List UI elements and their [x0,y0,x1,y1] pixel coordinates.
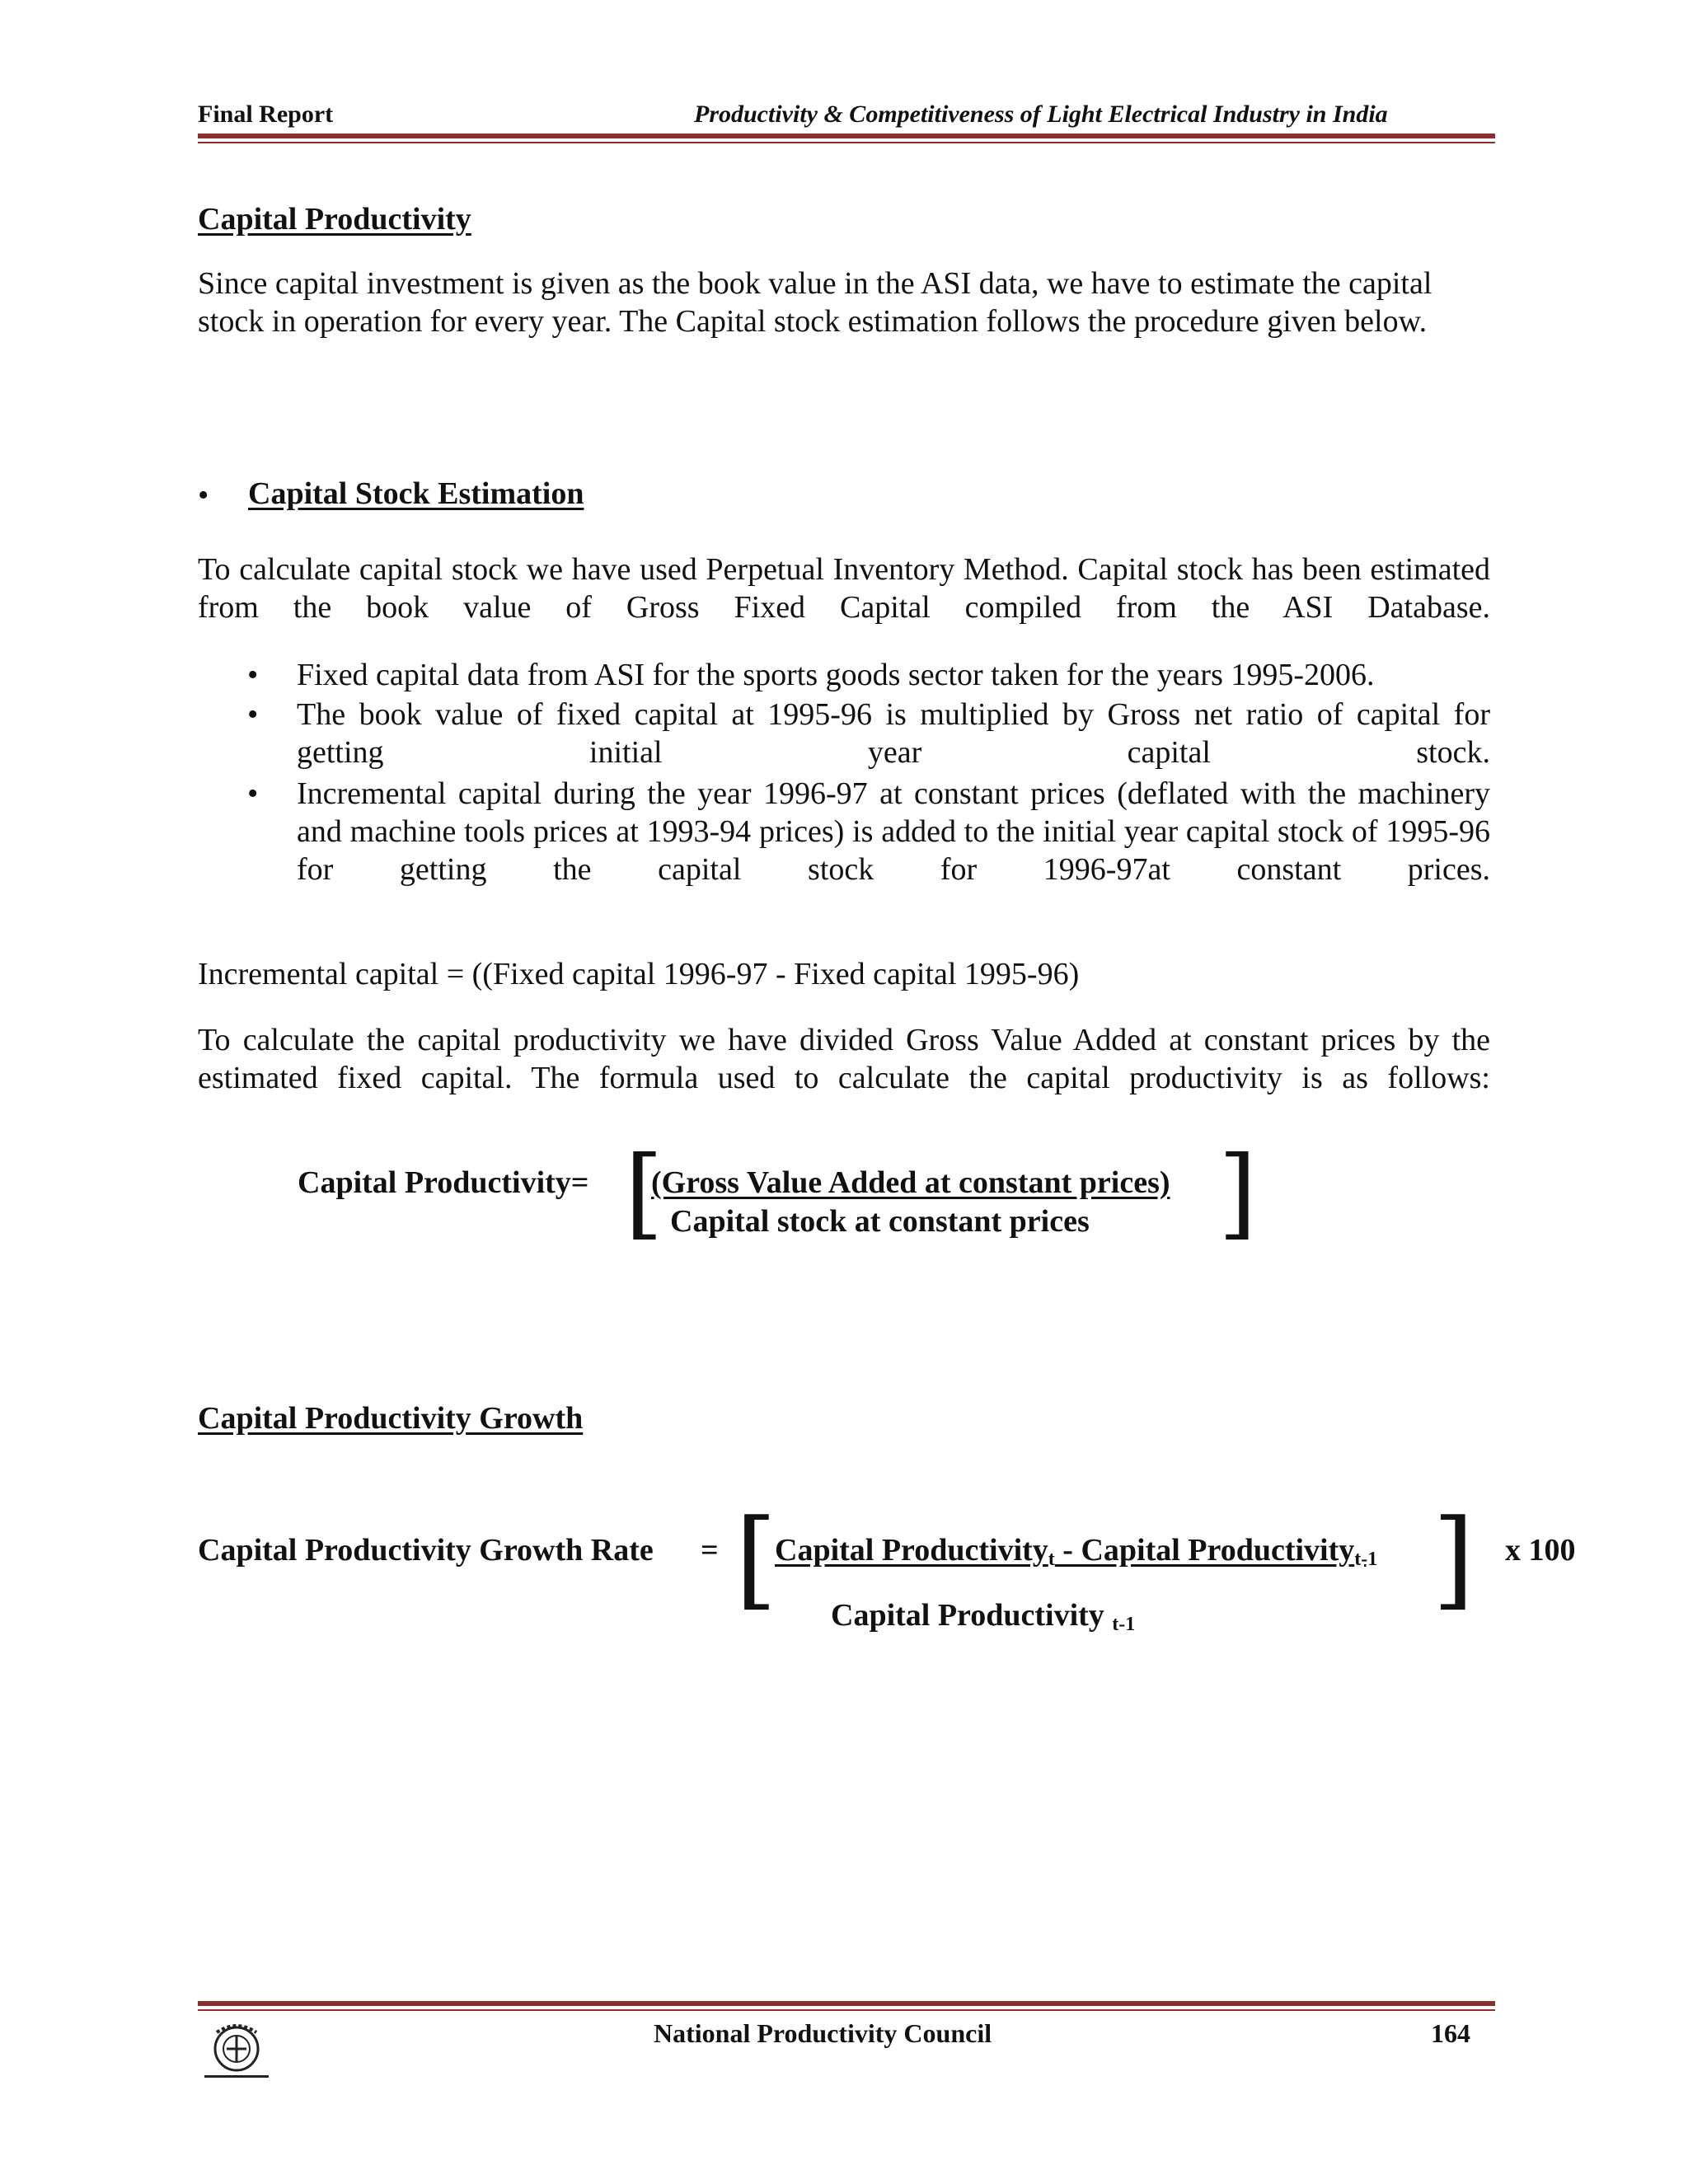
formula-numerator: (Gross Value Added at constant prices) [651,1165,1170,1200]
equals-sign: = [701,1533,719,1568]
list-item: The book value of fixed capital at 1995-96 is multiplied by Gross net ratio of capital for getting initial year capital stock. [297,697,1490,770]
incremental-capital-formula: Incremental capital = ((Fixed capital 1996-97 - Fixed capital 1995-96) [198,957,1080,991]
bullet-icon: • [247,776,259,811]
section-heading-capital-stock-estimation: Capital Stock Estimation [248,476,584,511]
section-heading-capital-productivity: Capital Productivity [198,202,471,237]
header-rule [198,134,1495,138]
bullet-icon: • [247,697,259,732]
list-item: Fixed capital data from ASI for the sports goods sector taken for the years 1995-2006. [297,658,1375,692]
numerator-term-b: - Capital Productivity [1054,1533,1355,1568]
left-bracket-icon: [ [735,1496,777,1621]
growth-numerator [775,1532,1377,1571]
bullet-icon: • [247,658,259,692]
npc-logo-icon [196,2018,277,2083]
times-100: x 100 [1505,1533,1576,1568]
footer-rule-thin [198,2009,1495,2011]
header-title: Productivity & Competitiveness of Light Electrical Industry in India [694,101,1388,128]
intro-paragraph: Since capital investment is given as the book value in the ASI data, we have to estimate the capital stock in operation for every year. The Capital stock estimation follows the procedure given below. [198,266,1432,339]
right-bracket-icon: ] [1218,1136,1257,1250]
section-heading-capital-productivity-growth: Capital Productivity Growth [198,1401,584,1436]
footer-center: National Productivity Council [654,2018,992,2048]
page-number: 164 [1431,2018,1470,2048]
numerator-term-a: Capital Productivity [775,1533,1048,1568]
bullet-icon: • [198,478,209,513]
right-bracket-icon: ] [1432,1496,1475,1621]
left-bracket-icon: [ [625,1136,663,1250]
productivity-paragraph: To calculate the capital productivity we have divided Gross Value Added at constant prices by the estimated fixed capital. The formula used to calculate the capital productivity is as follows: [198,1023,1490,1095]
list-item: Incremental capital during the year 1996-97 at constant prices (deflated with the machinery and machine tools prices at 1993-94 prices) is added to the initial year capital stock of 1995-96 for getting the capital stock for 1996-97at constant prices. [297,776,1490,887]
subscript-t-minus-1: t-1 [1112,1614,1136,1635]
method-paragraph: To calculate capital stock we have used Perpetual Inventory Method. Capital stock has been estimated from the book value of Gross Fixed Capital compiled from the ASI Database. [198,552,1490,625]
growth-denominator [831,1597,1135,1636]
subscript-t: t [1048,1549,1055,1570]
subscript-t-minus-1: t-1 [1354,1549,1378,1570]
formula-denominator: Capital stock at constant prices [670,1204,1090,1239]
growth-formula-label: Capital Productivity Growth Rate [198,1533,654,1568]
header-rule-thin [198,142,1495,143]
footer-rule [198,2001,1495,2006]
denominator-term: Capital Productivity [831,1598,1104,1633]
header-left: Final Report [198,101,334,128]
formula-label: Capital Productivity= [298,1165,589,1200]
